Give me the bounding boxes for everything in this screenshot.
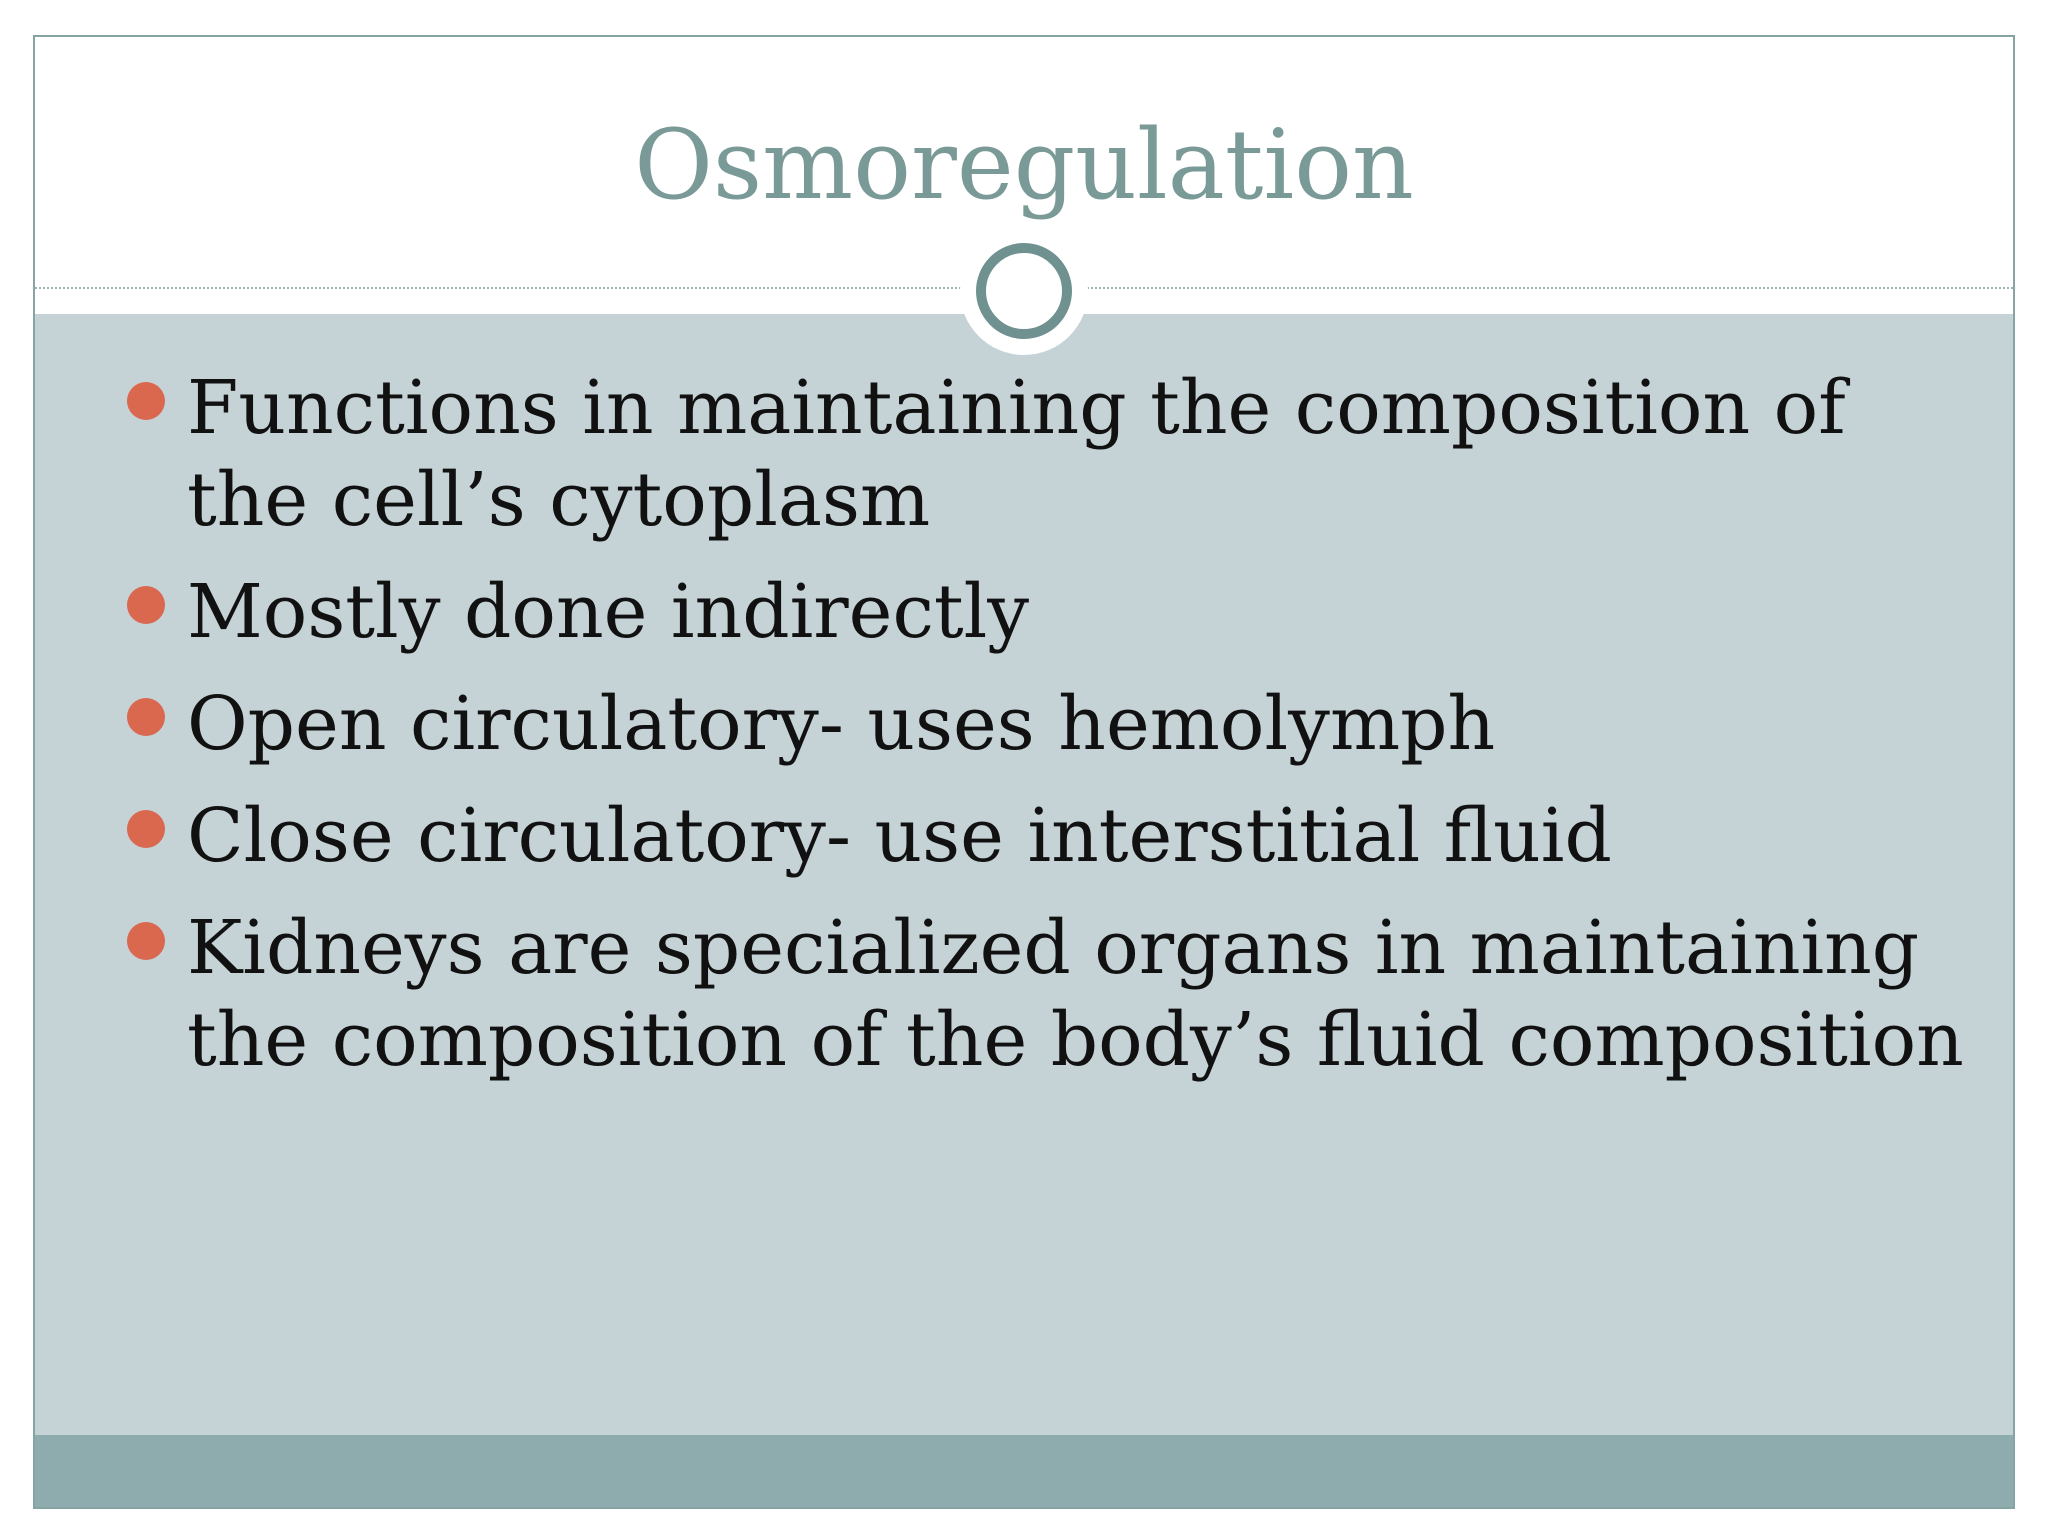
bullet-dot-icon <box>127 586 165 624</box>
bullet-item <box>95 678 1975 770</box>
bullet-item <box>95 790 1975 882</box>
bullet-item <box>95 902 1975 1086</box>
slide <box>33 35 2015 1509</box>
bullet-dot-icon <box>127 922 165 960</box>
circle-ornament-icon <box>976 243 1072 339</box>
slide-title: Osmoregulation <box>634 109 1414 221</box>
bullet-text: Mostly done indirectly <box>187 569 1030 655</box>
bullet-text: Functions in maintaining the composition of the cell’s cytoplasm <box>187 365 1846 543</box>
bullet-text: Close circulatory- use interstitial fluid <box>187 793 1612 879</box>
bullet-dot-icon <box>127 382 165 420</box>
bullet-item <box>95 362 1975 546</box>
bullet-dot-icon <box>127 698 165 736</box>
bullet-text: Kidneys are specialized organs in maintaining the composition of the body’s fluid composition <box>187 905 1964 1083</box>
bullet-dot-icon <box>127 810 165 848</box>
bullet-item <box>95 566 1975 658</box>
footer-band <box>35 1435 2013 1507</box>
bullet-text: Open circulatory- uses hemolymph <box>187 681 1496 767</box>
ring-ornament-backdrop <box>960 227 1088 355</box>
bullet-list <box>95 362 1975 1106</box>
